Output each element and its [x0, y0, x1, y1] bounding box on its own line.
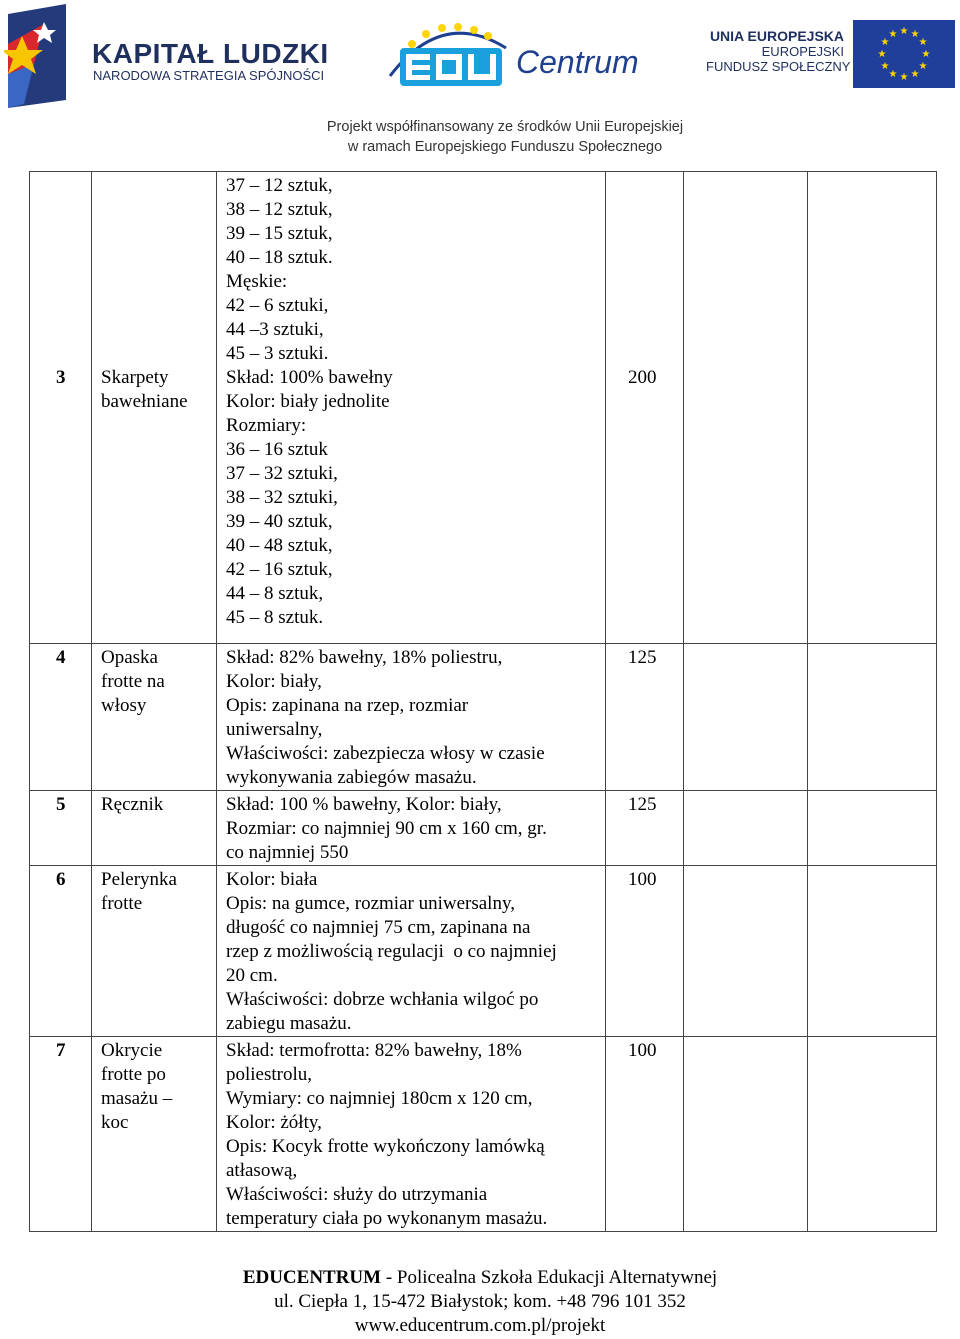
item-description: [217, 172, 605, 630]
desc-line: co najmniej 550: [226, 842, 349, 863]
row-number-cell: [30, 866, 92, 1037]
empty-cell: [808, 172, 937, 644]
eu-flag-icon: [853, 20, 955, 88]
desc-line: poliestrolu,: [226, 1064, 313, 1085]
cofinancing-note: [300, 117, 710, 157]
desc-line: Kolor: biała: [226, 869, 318, 890]
desc-line: wykonywania zabiegów masażu.: [226, 767, 477, 788]
svg-text:★: ★: [880, 37, 890, 48]
table-row: [30, 791, 937, 866]
desc-line: Opis: na gumce, rozmiar uniwersalny,: [226, 893, 515, 914]
item-name-cell: [92, 644, 217, 791]
item-name-line: Opaska: [101, 647, 158, 668]
desc-line: Skład: 82% bawełny, 18% poliestru,: [226, 647, 503, 668]
svg-text:★: ★: [899, 26, 909, 37]
item-name-line: frotte na: [101, 671, 165, 692]
footer-school-line: [0, 1266, 960, 1290]
eu-text-block: [706, 28, 851, 74]
desc-line: Kolor: biały jednolite: [226, 391, 390, 412]
footer-website-link[interactable]: www.educentrum.com.pl/projekt: [354, 1315, 606, 1336]
empty-cell: [684, 866, 808, 1037]
svg-text:★: ★: [880, 61, 890, 72]
desc-line: 45 – 3 sztuki.: [226, 343, 329, 364]
item-name-line: Pelerynka: [101, 869, 177, 890]
item-name-cell: [92, 1037, 217, 1232]
desc-line: temperatury ciała po wykonanym masażu.: [226, 1208, 548, 1229]
eu-line-2: EUROPEJSKI: [761, 44, 844, 59]
desc-line: 40 – 48 sztuk,: [226, 535, 333, 556]
desc-line: Męskie:: [226, 271, 288, 292]
row-number: 3: [56, 367, 66, 388]
quantity: 100: [628, 1040, 657, 1061]
item-name-cell: [92, 791, 217, 866]
eu-line-3: FUNDUSZ SPOŁECZNY: [706, 59, 851, 74]
desc-line: 44 –3 sztuki,: [226, 319, 324, 340]
svg-text:★: ★: [910, 29, 920, 40]
row-number: 7: [56, 1040, 66, 1061]
item-name-cell: [92, 172, 217, 644]
desc-line: uniwersalny,: [226, 719, 323, 740]
quantity-cell: [606, 791, 684, 866]
item-name-line: frotte po: [101, 1064, 166, 1085]
desc-line: zabiegu masażu.: [226, 1013, 352, 1034]
item-name-line: koc: [101, 1112, 129, 1133]
item-name-line: masażu –: [101, 1088, 173, 1109]
desc-line: Kolor: żółty,: [226, 1112, 322, 1133]
desc-line: 37 – 12 sztuk,: [226, 175, 333, 196]
desc-line: rzep z możliwością regulacji o co najmniej: [226, 941, 557, 962]
item-name-line: Ręcznik: [101, 794, 164, 815]
desc-line: 39 – 40 sztuk,: [226, 511, 333, 532]
desc-line: Właściwości: zabezpiecza włosy w czasie: [226, 743, 545, 764]
empty-cell: [808, 791, 937, 866]
svg-text:★: ★: [921, 49, 931, 60]
item-description-cell: [217, 1037, 606, 1232]
item-description: [217, 1037, 605, 1231]
row-number: 4: [56, 647, 66, 668]
empty-cell: [684, 1037, 808, 1232]
desc-line: Skład: 100 % bawełny, Kolor: biały,: [226, 794, 502, 815]
table-row: [30, 866, 937, 1037]
desc-line: 20 cm.: [226, 965, 278, 986]
quantity-cell: [606, 1037, 684, 1232]
item-description: [217, 866, 605, 1036]
quantity: 200: [628, 367, 657, 388]
desc-line: 38 – 12 sztuk,: [226, 199, 333, 220]
table-row: [30, 1037, 937, 1232]
desc-line: 36 – 16 sztuk: [226, 439, 328, 460]
page-footer: [0, 1266, 960, 1338]
edu-centrum-wordmark: Centrum: [516, 44, 639, 80]
svg-text:★: ★: [918, 61, 928, 72]
row-number: 5: [56, 794, 66, 815]
kapital-ludzki-flag-logo: [4, 4, 70, 108]
item-name-line: bawełniane: [101, 391, 188, 412]
item-name-line: włosy: [101, 695, 147, 716]
quantity: 125: [628, 794, 657, 815]
empty-cell: [808, 866, 937, 1037]
row-number-cell: [30, 644, 92, 791]
kapital-ludzki-subtitle: NARODOWA STRATEGIA SPÓJNOŚCI: [93, 68, 325, 83]
item-description: [217, 791, 605, 865]
svg-text:★: ★: [899, 72, 909, 83]
desc-line: atłasową,: [226, 1160, 298, 1181]
cofinancing-line-2: w ramach Europejskiego Funduszu Społecznego: [347, 139, 663, 155]
quantity-cell: [606, 172, 684, 644]
desc-line: Kolor: biały,: [226, 671, 322, 692]
row-number: 6: [56, 869, 66, 890]
empty-cell: [684, 791, 808, 866]
table-row: [30, 172, 937, 644]
desc-line: 44 – 8 sztuk,: [226, 583, 324, 604]
desc-line: Skład: termofrotta: 82% bawełny, 18%: [226, 1040, 522, 1061]
cofinancing-line-1: Projekt współfinansowany ze środków Unii Europejskiej: [326, 119, 684, 135]
desc-line: Wymiary: co najmniej 180cm x 120 cm,: [226, 1088, 533, 1109]
desc-line: Rozmiar: co najmniej 90 cm x 160 cm, gr.: [226, 818, 547, 839]
row-number-cell: [30, 791, 92, 866]
desc-line: Rozmiary:: [226, 415, 307, 436]
empty-cell: [808, 644, 937, 791]
item-description-cell: [217, 866, 606, 1037]
desc-line: Skład: 100% bawełny: [226, 367, 393, 388]
item-name-cell: [92, 866, 217, 1037]
svg-text:★: ★: [888, 69, 898, 80]
footer-address: ul. Ciepła 1, 15-472 Białystok; kom. +48 796 101 352: [274, 1291, 686, 1312]
empty-cell: [684, 644, 808, 791]
quantity: 125: [628, 647, 657, 668]
item-description-cell: [217, 791, 606, 866]
item-description-cell: [217, 172, 606, 644]
item-name: [92, 791, 216, 817]
item-name-line: Skarpety: [101, 367, 169, 388]
desc-line: Opis: zapinana na rzep, rozmiar: [226, 695, 469, 716]
desc-line: Opis: Kocyk frotte wykończony lamówką: [226, 1136, 545, 1157]
item-name: [92, 866, 216, 916]
svg-text:★: ★: [888, 29, 898, 40]
item-name: [92, 644, 216, 718]
desc-line: 39 – 15 sztuk,: [226, 223, 333, 244]
empty-cell: [684, 172, 808, 644]
desc-line: 40 – 18 sztuk.: [226, 247, 333, 268]
desc-line: 37 – 32 sztuki,: [226, 463, 338, 484]
quantity: 100: [628, 869, 657, 890]
kapital-ludzki-title: KAPITAŁ LUDZKI: [92, 38, 329, 69]
item-description: [217, 644, 605, 790]
desc-line: 38 – 32 sztuki,: [226, 487, 338, 508]
footer-school-desc: - Policealna Szkoła Edukacji Alternatywnej: [381, 1267, 718, 1288]
item-name-line: Okrycie: [101, 1040, 163, 1061]
item-name: [92, 1037, 216, 1135]
desc-line: 42 – 16 sztuk,: [226, 559, 333, 580]
eu-line-1: UNIA EUROPEJSKA: [709, 28, 844, 44]
quantity-cell: [606, 644, 684, 791]
item-name: [92, 172, 216, 414]
items-table: [29, 171, 937, 1232]
desc-line: Właściwości: służy do utrzymania: [226, 1184, 488, 1205]
desc-line: Właściwości: dobrze wchłania wilgoć po: [226, 989, 539, 1010]
svg-text:★: ★: [910, 69, 920, 80]
page-header: [0, 0, 960, 165]
svg-text:★: ★: [877, 49, 887, 60]
svg-text:★: ★: [918, 37, 928, 48]
empty-cell: [808, 1037, 937, 1232]
row-number-cell: [30, 172, 92, 644]
quantity-cell: [606, 866, 684, 1037]
desc-line: długość co najmniej 75 cm, zapinana na: [226, 917, 531, 938]
desc-line: 42 – 6 sztuki,: [226, 295, 329, 316]
desc-line: 45 – 8 sztuk.: [226, 607, 324, 628]
footer-school-name: EDUCENTRUM: [242, 1267, 382, 1288]
item-name-line: frotte: [101, 893, 143, 914]
edu-logo-mark: [382, 18, 512, 96]
row-number-cell: [30, 1037, 92, 1232]
table-row: [30, 644, 937, 791]
item-description-cell: [217, 644, 606, 791]
